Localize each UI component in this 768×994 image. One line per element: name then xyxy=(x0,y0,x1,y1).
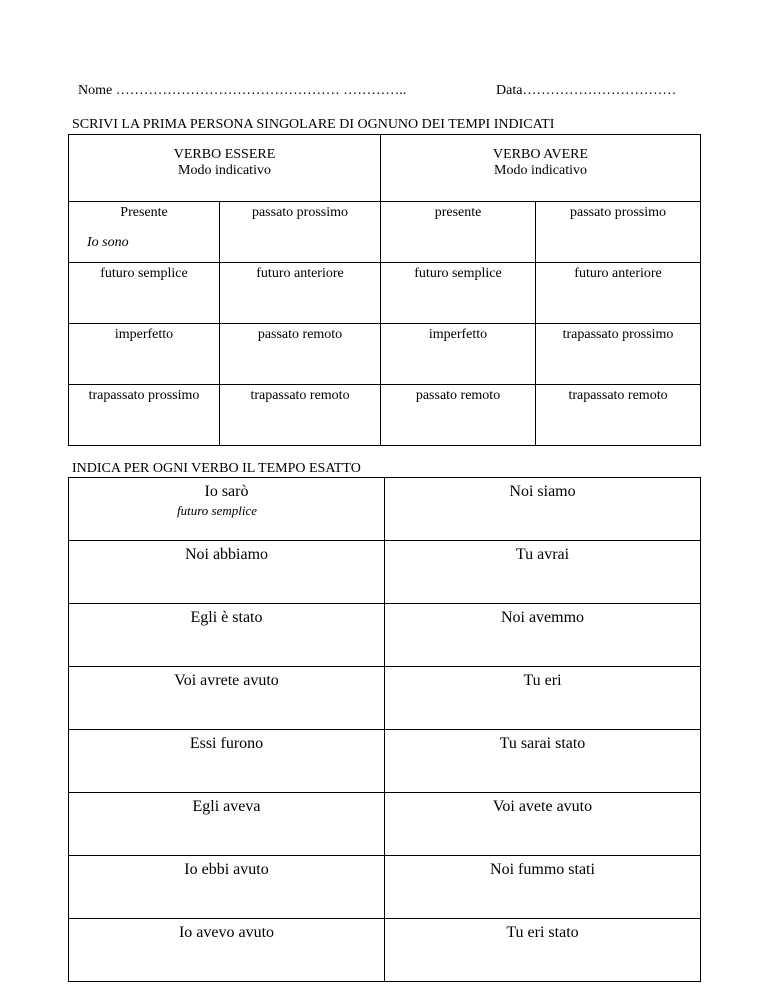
verb-form: Io avevo avuto xyxy=(178,924,275,941)
verb-cell[interactable] xyxy=(69,919,385,982)
verb-cell[interactable] xyxy=(385,919,701,982)
tense-cell[interactable] xyxy=(381,263,536,324)
avere-mode: Modo indicativo xyxy=(494,163,587,178)
avere-header xyxy=(381,135,701,202)
section2-title: INDICA PER OGNI VERBO IL TEMPO ESATTO xyxy=(72,461,361,476)
verb-form: Tu sarai stato xyxy=(499,735,586,752)
tense-label: trapassato remoto xyxy=(568,388,668,403)
tense-label: trapassato prossimo xyxy=(88,388,200,403)
tense-cell[interactable] xyxy=(69,324,220,385)
essere-verb: VERBO ESSERE xyxy=(173,147,276,162)
verb-form: Tu eri stato xyxy=(506,924,579,941)
name-field-label: Nome ………………………………………… ………….. xyxy=(78,83,407,98)
tense-label: futuro semplice xyxy=(414,266,502,281)
verb-cell[interactable] xyxy=(385,478,701,541)
tense-cell[interactable] xyxy=(536,202,701,263)
tense-cell[interactable] xyxy=(536,263,701,324)
tense-cell[interactable] xyxy=(381,202,536,263)
verb-cell[interactable] xyxy=(69,667,385,730)
tense-cell[interactable] xyxy=(220,385,381,446)
conjugation-table xyxy=(68,134,701,446)
tense-label: passato prossimo xyxy=(569,205,667,220)
tense-cell[interactable] xyxy=(220,263,381,324)
tense-label: futuro semplice xyxy=(100,266,188,281)
verb-form: Egli è stato xyxy=(190,609,263,626)
verb-form: Egli aveva xyxy=(192,798,261,815)
verb-form: Io ebbi avuto xyxy=(184,861,269,878)
tense-cell[interactable] xyxy=(69,202,220,263)
essere-header xyxy=(69,135,381,202)
verb-form: Tu eri xyxy=(523,672,562,689)
example-answer: Io sono xyxy=(87,235,129,250)
verb-form: Noi fummo stati xyxy=(490,861,595,878)
verb-cell[interactable] xyxy=(69,793,385,856)
tense-label: trapassato prossimo xyxy=(562,327,674,342)
tense-cell[interactable] xyxy=(69,263,220,324)
tense-label: passato remoto xyxy=(257,327,343,342)
verb-cell[interactable] xyxy=(385,667,701,730)
verb-cell[interactable] xyxy=(385,793,701,856)
tense-label: presente xyxy=(434,205,482,220)
tense-label: trapassato remoto xyxy=(250,388,350,403)
verb-cell[interactable] xyxy=(385,604,701,667)
tense-label: futuro anteriore xyxy=(574,266,662,281)
verb-form: Noi avemmo xyxy=(500,609,585,626)
verb-form: Tu avrai xyxy=(515,546,570,563)
tense-label: futuro anteriore xyxy=(256,266,344,281)
verb-cell[interactable] xyxy=(69,604,385,667)
verb-cell[interactable] xyxy=(69,856,385,919)
tense-label: Presente xyxy=(120,205,168,220)
tense-label: imperfetto xyxy=(428,327,488,342)
verb-cell[interactable] xyxy=(69,730,385,793)
verb-form: Io sarò xyxy=(204,483,249,500)
verb-form: Noi siamo xyxy=(509,483,576,500)
example-answer: futuro semplice xyxy=(177,503,258,518)
tense-cell[interactable] xyxy=(220,324,381,385)
date-field-label: Data…………………………… xyxy=(496,83,677,98)
verb-cell[interactable] xyxy=(385,730,701,793)
verb-tense-table xyxy=(68,477,701,982)
tense-cell[interactable] xyxy=(536,385,701,446)
verb-cell[interactable] xyxy=(385,541,701,604)
tense-cell[interactable] xyxy=(381,385,536,446)
tense-cell[interactable] xyxy=(220,202,381,263)
verb-form: Noi abbiamo xyxy=(184,546,269,563)
essere-mode: Modo indicativo xyxy=(178,163,271,178)
verb-form: Voi avete avuto xyxy=(492,798,593,815)
tense-cell[interactable] xyxy=(381,324,536,385)
tense-label: passato remoto xyxy=(415,388,501,403)
verb-cell[interactable] xyxy=(69,541,385,604)
tense-cell[interactable] xyxy=(536,324,701,385)
tense-label: imperfetto xyxy=(114,327,174,342)
tense-cell[interactable] xyxy=(69,385,220,446)
verb-cell[interactable] xyxy=(69,478,385,541)
verb-form: Essi furono xyxy=(189,735,264,752)
verb-form: Voi avrete avuto xyxy=(174,672,279,689)
avere-verb: VERBO AVERE xyxy=(493,147,589,162)
section1-title: SCRIVI LA PRIMA PERSONA SINGOLARE DI OGNUNO DEI TEMPI INDICATI xyxy=(72,117,555,132)
tense-label: passato prossimo xyxy=(251,205,349,220)
verb-cell[interactable] xyxy=(385,856,701,919)
